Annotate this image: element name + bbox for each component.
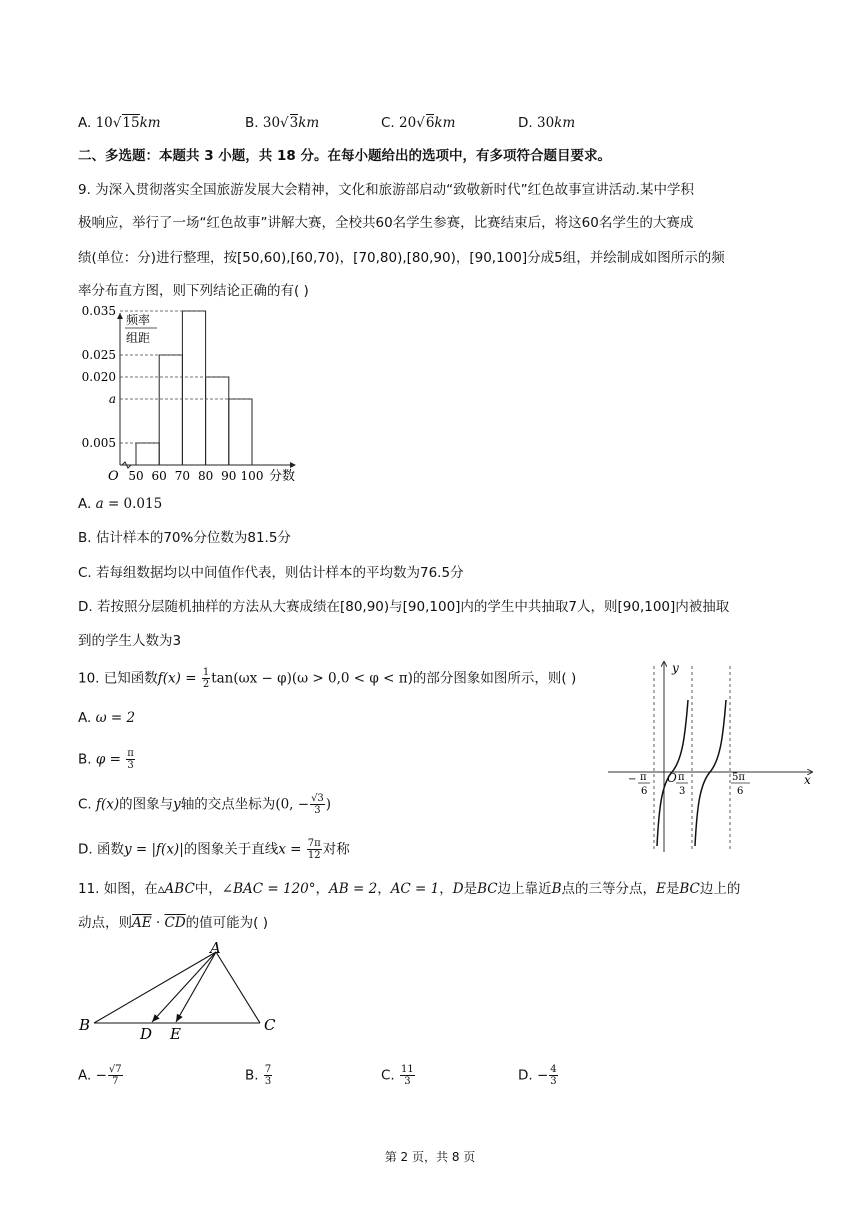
point-d-label: D [140,1025,153,1040]
tick-2-den: 3 [679,786,686,797]
y-tick-label: 0.020 [81,370,116,384]
tick-1-den: 6 [641,786,648,797]
q9-stem-line-4: 率分布直方图，则下列结论正确的有( ) [78,283,309,299]
q9-stem-line-3: 绩(单位：分)进行整理，按[50,60),[60,70)，[70,80),[80,90)，[90,100]分成5组，并绘制成如图所示的频 [78,250,725,266]
q10-option-b: B. φ = $\frac{\pi}{3}$ [78,748,134,771]
tick-minus-sign: − [628,774,637,785]
tan-branch-2 [695,700,726,846]
tick-3-den: 6 [737,786,744,797]
y-tick-label: 0.035 [81,305,116,318]
tick-1-num: π [640,772,647,783]
q9-option-b: B. 估计样本的70%分位数为81.5分 [78,530,291,546]
q10-option-c: C. f(x)的图象与y轴的交点坐标为(0, − $\frac{√3}{3}$ ) [78,793,332,816]
q11-option-a: A. − $\frac{√7}{7}$ [78,1064,122,1087]
y-tick-label: 0.025 [81,348,116,362]
y-tick-label: a [108,392,116,406]
q8-option-a: A. 10√15km [78,115,161,131]
q11-option-d: D. − $\frac{4}{3}$ [518,1064,557,1087]
y-axis-label-denominator: 组距 [126,331,151,345]
q10-stem: 10. 已知函数f(x) = $\frac{1}{2}$ tan(ωx − φ)(ω > 0,0 < φ < π)的部分图象如图所示，则( ) [78,667,577,690]
q9-stem-line-2: 极响应，举行了一场“红色故事”讲解大赛，全校共60名学生参赛，比赛结束后，将这60名学生的大赛成 [78,215,694,231]
q9-stem-line-1: 9. 为深入贯彻落实全国旅游发展大会精神，文化和旅游部启动“致敬新时代”红色故事宣讲活动.某中学积 [78,182,694,198]
q8-option-d: D. 30km [518,115,576,131]
histogram-bar [182,311,205,465]
q8-option-b: B. 30√3km [245,115,320,131]
vertex-a-label: A [210,940,221,957]
x-tick-label: 50 [128,469,144,483]
histogram-bar [136,443,159,465]
vertex-b-label: B [79,1016,91,1034]
x-tick-label: 100 [240,469,264,483]
tick-2-num: π [678,772,685,783]
side-ac [216,952,260,1023]
x-axis-label: 分数 [269,469,296,484]
page-footer: 第 2 页，共 8 页 [384,1150,476,1164]
tangent-graph [606,656,818,856]
q9-option-d-line-2: 到的学生人数为3 [78,633,182,649]
section-heading: 二、多选题：本题共 3 小题，共 18 分。在每小题给出的选项中，有多项符合题目要求。 [78,148,612,164]
q10-option-a: A. ω = 2 [78,710,136,726]
y-axis-label: y [672,661,679,675]
origin-label: O [108,469,119,484]
q11-option-c: C. $\frac{11}{3}$ [381,1064,414,1087]
vector-ad [152,952,216,1022]
tick-3-num: 5π [732,772,745,783]
q8-option-c: C. 20√6km [381,115,456,131]
q9-option-a: A. a = 0.015 [78,496,163,512]
triangle-figure [76,940,296,1040]
q10-option-d: D. 函数y = |f(x)|的图象关于直线x = $\frac{7\pi}{12}$ 对称 [78,838,350,861]
histogram-bar [206,377,229,465]
y-axis-label-numerator: 频率 [126,313,151,327]
q11-option-b: B. $\frac{7}{3}$ [245,1064,272,1087]
q11-stem-line-2: 动点，则$\overline{AE} \cdot \overline{CD}$的值可能为( ) [78,915,268,931]
origin-label: O [667,771,677,785]
x-axis-label: x [804,773,811,787]
histogram-bar [229,399,252,465]
y-tick-label: 0.005 [81,436,116,450]
x-tick-label: 70 [174,469,191,483]
x-tick-label: 90 [221,469,237,483]
histogram-bar [159,355,182,465]
x-axis-arrow [290,462,296,468]
vertex-c-label: C [264,1016,276,1034]
q11-stem-line-1: 11. 如图，在▵ABC中，∠BAC = 120°，AB = 2，AC = 1，D是BC边上靠近B点的三等分点，E是BC边上的 [78,881,741,897]
x-tick-label: 60 [151,469,167,483]
point-e-label: E [170,1025,181,1040]
triangle-symbol-icon: ▵ [157,881,165,897]
q9-option-d-line-1: D. 若按照分层随机抽样的方法从大赛成绩在[80,90)与[90,100]内的学生中共抽取7人，则[90,100]内被抽取 [78,599,730,615]
side-ab [94,952,216,1023]
q9-option-c: C. 若每组数据均以中间值作代表，则估计样本的平均数为76.5分 [78,565,464,581]
x-tick-label: 80 [197,469,214,483]
frequency-histogram [70,305,310,485]
vector-ae [176,952,216,1022]
y-axis-arrow [117,313,123,319]
